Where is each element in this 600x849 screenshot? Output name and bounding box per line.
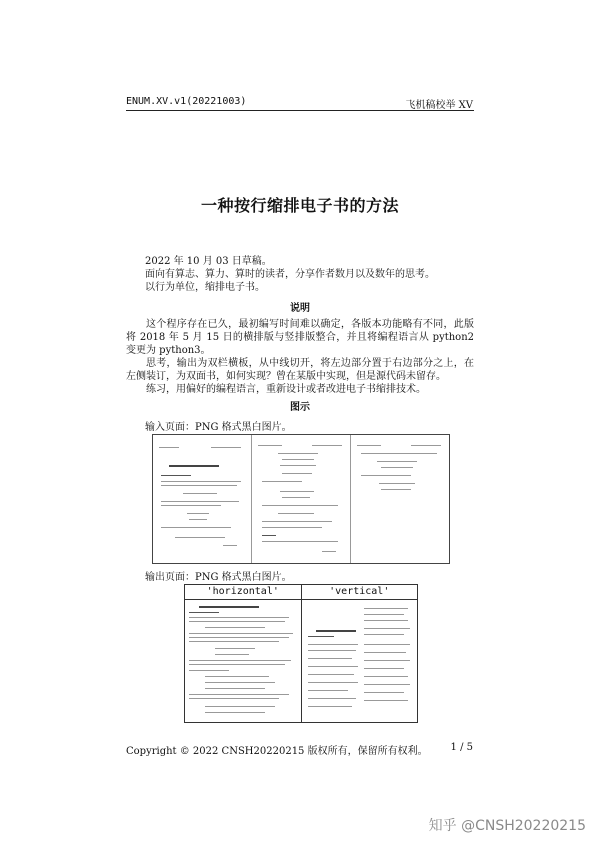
input-pages-figure bbox=[152, 434, 450, 564]
output-caption: 输出页面：PNG 格式黑白图片。 bbox=[145, 572, 292, 583]
header-rule bbox=[126, 110, 474, 111]
intro-date-line: 2022 年 10 月 03 日草稿。 bbox=[145, 256, 272, 267]
section-heading-figure: 图示 bbox=[290, 402, 310, 413]
input-page-thumbnail-3 bbox=[351, 435, 449, 563]
footer-copyright: Copyright © 2022 CNSH20220215 版权所有，保留所有权利。 bbox=[126, 746, 428, 757]
explain-paragraph-exercise: 练习，用偏好的编程语言，重新设计或者改进电子书缩排技术。 bbox=[146, 384, 426, 395]
site-watermark: 知乎 @CNSH20220215 bbox=[428, 818, 586, 834]
input-page-thumbnail-2 bbox=[252, 435, 351, 563]
header-document-id: ENUM.XV.v1(20221003) bbox=[126, 96, 247, 107]
output-pages-table bbox=[184, 584, 418, 723]
output-column-vertical: 'vertical' bbox=[329, 586, 390, 597]
section-heading-explain: 说明 bbox=[290, 303, 310, 314]
output-table-header bbox=[185, 585, 417, 600]
document-title: 一种按行缩排电子书的方法 bbox=[200, 196, 399, 215]
input-caption: 输入页面：PNG 格式黑白图片。 bbox=[145, 422, 292, 433]
intro-purpose-line: 以行为单位，缩排电子书。 bbox=[145, 282, 265, 293]
header-series-title: 飞机稿校举 XV bbox=[405, 100, 473, 111]
explain-paragraphs bbox=[126, 318, 474, 396]
footer-page-number: 1 / 5 bbox=[450, 742, 473, 753]
intro-audience-line: 面向有算志、算力、算时的读者，分享作者数月以及数年的思考。 bbox=[145, 269, 435, 280]
output-horizontal-sample bbox=[185, 600, 302, 722]
output-vertical-sample bbox=[302, 600, 418, 722]
intro-block bbox=[145, 255, 435, 294]
output-column-horizontal: 'horizontal' bbox=[185, 585, 302, 599]
explain-paragraph-thinking: 思考，输出为双栏横板，从中线切开，将左边部分置于右边部分之上，在左侧装订，为双面书，如何实现？曾在某版中实现，但是源代码未留存。 bbox=[126, 358, 474, 382]
input-page-thumbnail-1 bbox=[153, 435, 252, 563]
explain-paragraph-history: 这个程序存在已久，最初编写时间难以确定，各版本功能略有不同，此版将 2018 年 5 月 15 日的横排版与竖排版整合，并且将编程语言从 python2 变更为 python3。 bbox=[126, 319, 474, 356]
